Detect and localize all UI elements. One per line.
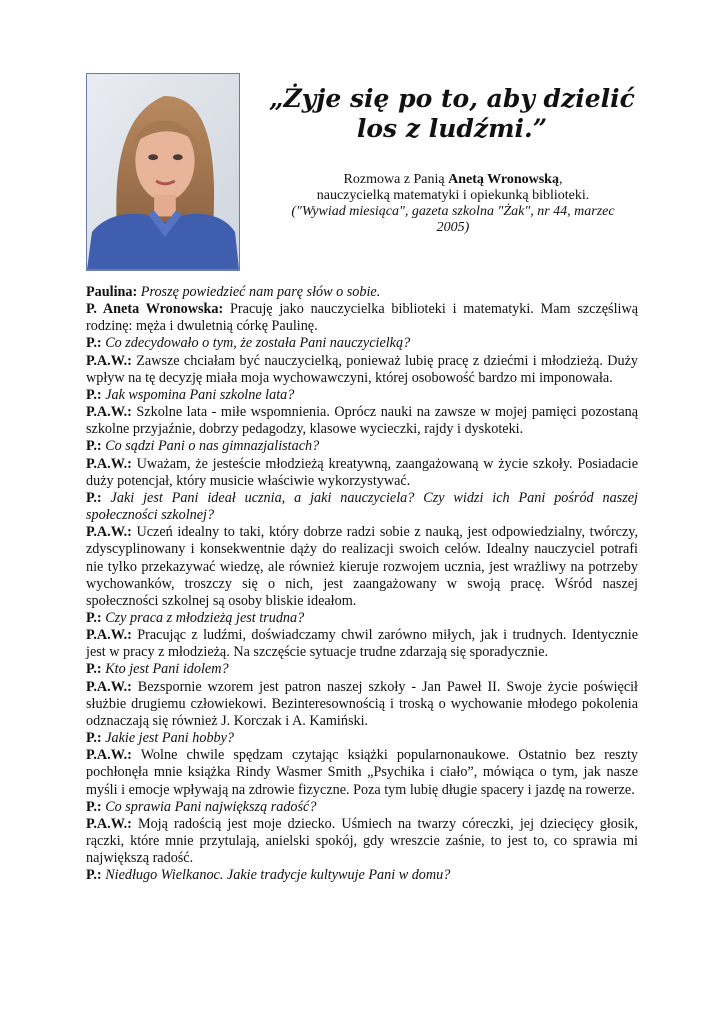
speaker-label: P.A.W.:	[86, 747, 132, 764]
answer-text: Uważam, że jesteście młodzieżą kreatywną, zaangażowaną w życie szkoły. Posiadacie duży potencjał, który musicie właściwie wykorzystywać.	[86, 455, 638, 489]
speaker-label: P.:	[86, 661, 102, 678]
speaker-label: P.A.W.:	[86, 524, 132, 541]
interviewee-name: Anetą Wronowską	[448, 172, 559, 187]
speaker-label: P.:	[86, 489, 102, 506]
question-text: Proszę powiedzieć nam parę słów o sobie.	[140, 284, 381, 300]
speaker-label: P.A.W.:	[86, 352, 132, 369]
speaker-label: P.:	[86, 609, 102, 626]
answer-text: Moją radością jest moje dziecko. Uśmiech na twarzy córeczki, jej dziecięcy głosik, rączki, które mnie przytulają, anielski spokój, gdy wreszcie zaśnie, to jest to, co sprawia mi największą radość.	[86, 815, 638, 867]
question-text: Kto jest Pani idolem?	[105, 661, 229, 678]
answer-text: Pracując z ludźmi, doświadczamy chwil zarówno miłych, jak i trudnych. Identycznie jest w pracy z młodzieżą. Na szczęście sytuacje trudne zdarzają się sporadycznie.	[86, 627, 639, 661]
question-paragraph	[86, 867, 638, 884]
question-paragraph	[86, 387, 638, 404]
question-text: Jaki jest Pani ideał ucznia, a jaki nauczyciela? Czy widzi ich Pani pośród naszej społeczności szkolnej?	[86, 489, 638, 524]
intro-line-2: nauczycielką matematyki i opiekunką biblioteki.	[316, 188, 590, 203]
answer-paragraph	[86, 456, 638, 490]
question-text: Co zdecydowało o tym, że została Pani nauczycielką?	[105, 335, 411, 352]
answer-paragraph	[86, 404, 638, 438]
question-text: Jak wspomina Pani szkolne lata?	[105, 386, 295, 403]
intro-line-1	[288, 172, 618, 188]
question-text: Czy praca z młodzieżą jest trudna?	[105, 609, 305, 626]
speaker-label: P.A.W.:	[86, 678, 132, 695]
question-text: Niedługo Wielkanoc. Jakie tradycje kultywuje Pani w domu?	[105, 867, 451, 884]
question-paragraph	[86, 661, 638, 678]
answer-paragraph	[86, 679, 638, 730]
speaker-label: P.A.W.:	[86, 404, 132, 421]
answer-paragraph	[86, 301, 638, 335]
answer-text: Bezspornie wzorem jest patron naszej szkoły - Jan Paweł II. Swoje życie poświęcił służbie drugiemu człowiekowi. Bezinteresownością i troską o wychowanie młodego pokolenia odznaczają się również J. Korczak i A. Kamiński.	[86, 678, 639, 729]
portrait-photo	[86, 73, 240, 271]
question-text: Co sądzi Pani o nas gimnazjalistach?	[105, 438, 320, 455]
speaker-label: P. Aneta Wronowska:	[86, 301, 224, 318]
answer-text: Szkolne lata - miłe wspomnienia. Oprócz nauki na zawsze w mojej pamięci pozostaną szkolne przyjaźnie, dobrzy pedagodzy, klasowe wycieczki, rajdy i dyskoteki.	[86, 404, 639, 438]
speaker-label: P.:	[86, 867, 102, 884]
speaker-label: P.:	[86, 730, 102, 747]
speaker-label: P.:	[86, 335, 102, 352]
question-paragraph	[86, 610, 638, 627]
speaker-label: P.:	[86, 386, 102, 403]
question-paragraph	[86, 284, 638, 301]
question-paragraph	[86, 490, 638, 524]
intro-prefix: Rozmowa z Panią	[343, 172, 449, 187]
article-title: „Żyje się po to, aby dzielić los z ludźmi.”	[269, 84, 635, 143]
question-paragraph	[86, 335, 638, 352]
question-text: Jakie jest Pani hobby?	[105, 730, 235, 747]
answer-text: Uczeń idealny to taki, który dobrze radzi sobie z nauką, jest odpowiedzialny, twórczy, zdyscyplinowany i konsekwentnie dąży do realizacji swoich celów. Idealny nauczyciel potrafi nie tylko przekazywać wiedzę, ale również kieruje rozwojem ucznia, jest wrażliwy na potrzeby wychowanków, troszczy się o nich, jest zaangażowany w swoją pracę. Wśród naszej społeczności szkolnej są osoby bliskie ideałom.	[86, 524, 638, 609]
article-intro	[288, 172, 618, 236]
answer-paragraph	[86, 353, 638, 387]
question-text: Co sprawia Pani największą radość?	[105, 798, 317, 815]
answer-paragraph	[86, 524, 638, 610]
answer-paragraph	[86, 627, 638, 661]
answer-text: Zawsze chciałam być nauczycielką, ponieważ lubię pracę z dziećmi i młodzieżą. Duży wpływ na tę decyzję miała moja wychowawczyni, której osobowość bardzo mi imponowała.	[86, 352, 638, 386]
question-paragraph	[86, 799, 638, 816]
question-paragraph	[86, 730, 638, 747]
interview-body	[86, 284, 638, 884]
answer-paragraph	[86, 747, 638, 798]
question-paragraph	[86, 438, 638, 455]
answer-text: Wolne chwile spędzam czytając książki popularnonaukowe. Ostatnio bez reszty pochłonęła mnie książka Rindy Wasmer Smith „Psychika i ciało”, mówiąca o tym, jak nasze myśli i emocje wpływają na zdrowie fizyczne. Poza tym lubię długie spacery i jazdę na rowerze.	[86, 747, 638, 798]
speaker-label: P.A.W.:	[86, 815, 132, 832]
answer-text: Pracuję jako nauczycielka biblioteki i matematyki. Mam szczęśliwą rodzinę: męża i dwuletnią córkę Paulinę.	[86, 301, 639, 335]
intro-source: ("Wywiad miesiąca", gazeta szkolna "Żak", nr 44, marzec 2005)	[291, 204, 615, 235]
intro-suffix: ,	[558, 172, 563, 187]
speaker-label: P.:	[86, 438, 102, 455]
speaker-label: P.:	[86, 798, 102, 815]
speaker-label: P.A.W.:	[86, 627, 132, 644]
speaker-label: P.A.W.:	[86, 455, 132, 472]
answer-paragraph	[86, 816, 638, 867]
speaker-label: Paulina:	[86, 284, 138, 300]
